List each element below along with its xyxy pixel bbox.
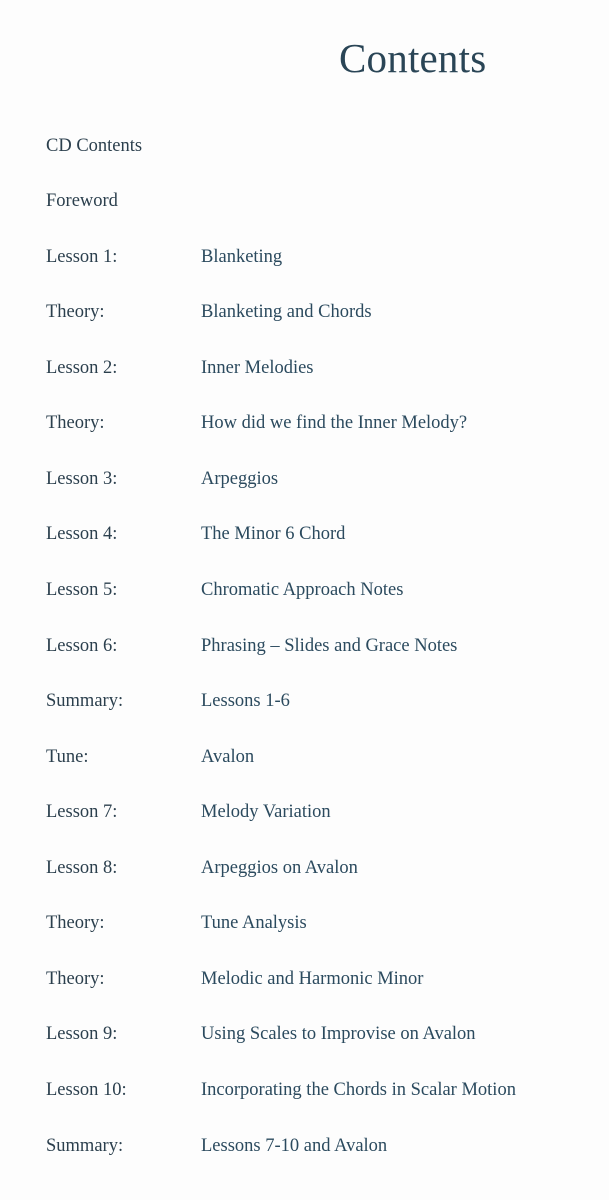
toc-entry-title: How did we find the Inner Melody?: [201, 413, 468, 433]
toc-entry-title: Using Scales to Improvise on Avalon: [201, 1024, 476, 1044]
toc-entry-label: Theory:: [46, 302, 105, 322]
toc-entry-title: Phrasing – Slides and Grace Notes: [201, 636, 458, 656]
toc-entry-title: Tune Analysis: [201, 913, 307, 933]
toc-entry-title: Melody Variation: [201, 802, 331, 822]
toc-entry[interactable]: [0, 636, 609, 666]
toc-entry-label: Summary:: [46, 691, 124, 711]
toc-entry-label: Theory:: [46, 969, 105, 989]
toc-entry[interactable]: [0, 802, 609, 832]
toc-entry[interactable]: [0, 524, 609, 554]
toc-entry-label: Tune:: [46, 747, 89, 767]
toc-entry-title: Arpeggios on Avalon: [201, 858, 358, 878]
toc-entry-label: Lesson 2:: [46, 358, 118, 378]
toc-entry[interactable]: [0, 469, 609, 499]
toc-entry-label: Summary:: [46, 1136, 124, 1156]
toc-entry[interactable]: [0, 969, 609, 999]
toc-entry-label: Lesson 1:: [46, 247, 118, 267]
toc-entry-title: Avalon: [201, 747, 255, 767]
toc-entry[interactable]: [0, 413, 609, 443]
toc-entry-title: Blanketing and Chords: [201, 302, 372, 322]
toc-entry-label: Theory:: [46, 413, 105, 433]
toc-entry[interactable]: [0, 247, 609, 277]
toc-entry[interactable]: [0, 580, 609, 610]
toc-entry[interactable]: [0, 858, 609, 888]
toc-entry-title: Melodic and Harmonic Minor: [201, 969, 424, 989]
toc-entry-label: Foreword: [46, 191, 118, 211]
page-title: Contents: [339, 35, 487, 81]
toc-entry-label: Lesson 4:: [46, 524, 118, 544]
toc-entry-label: Lesson 3:: [46, 469, 118, 489]
toc-entry-title: Blanketing: [201, 247, 283, 267]
toc-entry[interactable]: [0, 691, 609, 721]
toc-entry-label: Lesson 7:: [46, 802, 118, 822]
toc-entry[interactable]: [0, 302, 609, 332]
toc-entry-label: Lesson 6:: [46, 636, 118, 656]
toc-entry[interactable]: [0, 1136, 609, 1166]
toc-entry[interactable]: [0, 1080, 609, 1110]
toc-entry-label: Lesson 9:: [46, 1024, 118, 1044]
toc-entry-title: Arpeggios: [201, 469, 279, 489]
toc-entry-label: Lesson 5:: [46, 580, 118, 600]
toc-entry-label: Theory:: [46, 913, 105, 933]
toc-entry-title: Lessons 7-10 and Avalon: [201, 1136, 388, 1156]
toc-entry[interactable]: [0, 1024, 609, 1054]
toc-entry-label: Lesson 10:: [46, 1080, 127, 1100]
toc-entry[interactable]: [0, 913, 609, 943]
toc-entry[interactable]: [0, 136, 609, 166]
toc-entry-label: Lesson 8:: [46, 858, 118, 878]
toc-entry-label: CD Contents: [46, 136, 143, 156]
toc-entry[interactable]: [0, 358, 609, 388]
toc-entry-title: Lessons 1-6: [201, 691, 290, 711]
toc-entry-title: The Minor 6 Chord: [201, 524, 346, 544]
toc-entry[interactable]: [0, 191, 609, 221]
toc-entry[interactable]: [0, 747, 609, 777]
toc-entry-title: Inner Melodies: [201, 358, 314, 378]
toc-entry-title: Incorporating the Chords in Scalar Motion: [201, 1080, 516, 1100]
toc-entry-title: Chromatic Approach Notes: [201, 580, 404, 600]
